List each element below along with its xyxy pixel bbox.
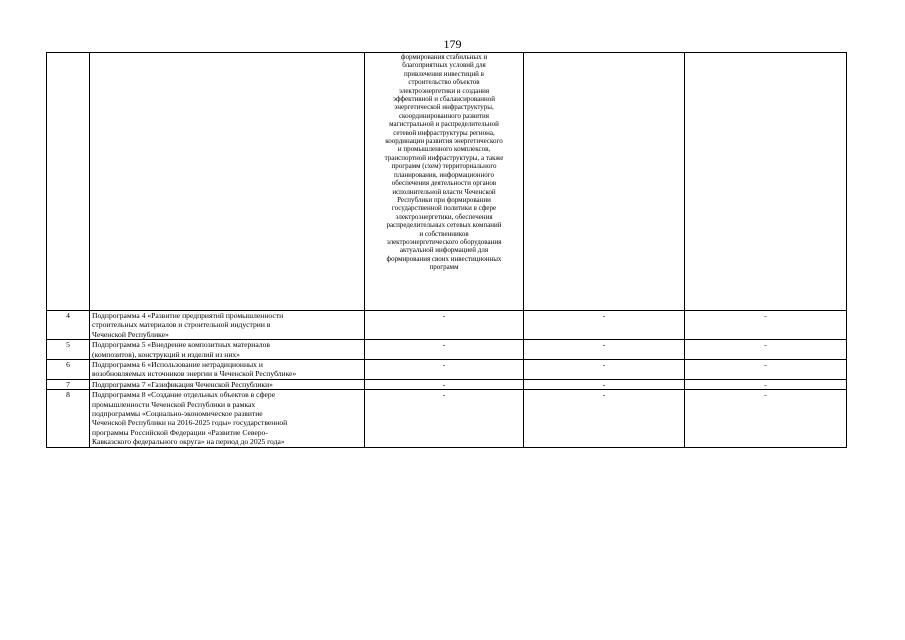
text-line: благоприятных условий для — [402, 61, 486, 70]
text-line: (композитов), конструкций и изделий из них» — [92, 349, 240, 359]
text-line: и собственников — [419, 229, 469, 238]
cell-value: - — [524, 390, 685, 447]
table-row — [47, 340, 847, 360]
cell-description — [90, 390, 365, 447]
text-line: привлечения инвестиций в — [404, 69, 484, 78]
text-line: эффективной и сбалансированной — [393, 95, 495, 104]
text-line: Подпрограмма 4 «Развитие предприятий промышленности — [92, 311, 284, 320]
table-row-continued — [47, 53, 847, 311]
text-line: промышленности Чеченской Республики в рамках — [92, 399, 256, 409]
cell-value: - — [524, 340, 685, 360]
text-line: электроэнергетики и создания — [398, 86, 490, 95]
table-row — [47, 360, 847, 380]
cell-description — [90, 379, 365, 389]
cell-value: - — [365, 311, 524, 340]
cell-number: 4 — [47, 311, 90, 340]
cell-value: - — [524, 379, 685, 389]
text-line: планирования, информационного — [394, 170, 494, 179]
cell-value: - — [365, 340, 524, 360]
text-line: координации развития энергетического — [385, 137, 503, 146]
cell-number: 8 — [47, 390, 90, 447]
table-row — [47, 379, 847, 389]
text-line: формирования своих инвестиционных — [386, 254, 502, 263]
text-line: Чеченской Республики на 2016-2025 годы» государственной — [92, 418, 288, 428]
text-line: Подпрограмма 8 «Создание отдельных объектов в сфере — [92, 390, 276, 400]
cell-number: 7 — [47, 379, 90, 389]
text-line: распределительных сетевых компаний — [386, 221, 502, 230]
text-line: скоординированного развития — [398, 111, 490, 120]
text-line: электроэнергетического оборудования — [386, 237, 502, 246]
table-row — [47, 311, 847, 340]
text-line: исполнительной власти Чеченской — [392, 187, 496, 196]
text-line: и промышленного комплексов, — [397, 145, 491, 154]
cell-number-empty — [47, 53, 90, 311]
cell-description — [90, 340, 365, 360]
text-line: актуальной информацией для — [399, 246, 489, 255]
cell-empty — [524, 53, 685, 311]
cell-description — [90, 311, 365, 340]
cell-number: 6 — [47, 360, 90, 380]
page-number: 179 — [443, 37, 462, 51]
text-line: обеспечения деятельности органов — [391, 179, 497, 188]
text-line: сетевой инфраструктуры региона, — [393, 128, 495, 137]
text-line: магистральной и распределительной — [389, 120, 499, 129]
cell-value: - — [685, 390, 847, 447]
cell-empty — [685, 53, 847, 311]
text-line: Республики при формировании — [397, 195, 491, 204]
text-line: электроэнергетики, обеспечения — [395, 212, 493, 221]
cell-value: - — [365, 390, 524, 447]
text-line: формирования стабильных и — [400, 53, 488, 61]
text-line: Подпрограмма 7 «Газификация Чеченской Республики» — [92, 379, 273, 389]
cell-description-empty — [90, 53, 365, 311]
cell-continued-text — [365, 53, 524, 311]
text-line: Подпрограмма 6 «Использование нетрадиционных и — [92, 360, 263, 370]
text-line: программ — [429, 263, 459, 272]
document-table — [46, 52, 847, 448]
text-line: Чеченской Республике» — [92, 329, 169, 339]
text-line: возобновляемых источников энергии в Чеченской Республике» — [92, 369, 297, 379]
table-row — [47, 390, 847, 447]
cell-value: - — [365, 360, 524, 380]
cell-value: - — [524, 311, 685, 340]
cell-number: 5 — [47, 340, 90, 360]
cell-description — [90, 360, 365, 380]
cell-value: - — [685, 340, 847, 360]
cell-value: - — [365, 379, 524, 389]
text-line: Подпрограмма 5 «Внедрение композитных материалов — [92, 340, 270, 350]
text-line: государственной политики в сфере — [391, 204, 497, 213]
cell-value: - — [685, 360, 847, 380]
cell-value: - — [685, 311, 847, 340]
text-line: подпрограммы «Социально-экономическое развитие — [92, 409, 263, 419]
text-line: энергетической инфраструктуры, — [394, 103, 494, 112]
text-line: Кавказского федерального округа» на период до 2025 года» — [92, 437, 285, 447]
text-line: строительных материалов и строительной индустрии в — [92, 320, 271, 330]
text-line: программы Российской Федерации «Развитие Северо- — [92, 427, 268, 437]
cell-value: - — [685, 379, 847, 389]
text-line: транспортной инфраструктуры, а также — [384, 153, 504, 162]
text-line: строительство объектов — [408, 78, 480, 87]
cell-value: - — [524, 360, 685, 380]
text-line: программ (схем) территориального — [391, 162, 497, 171]
